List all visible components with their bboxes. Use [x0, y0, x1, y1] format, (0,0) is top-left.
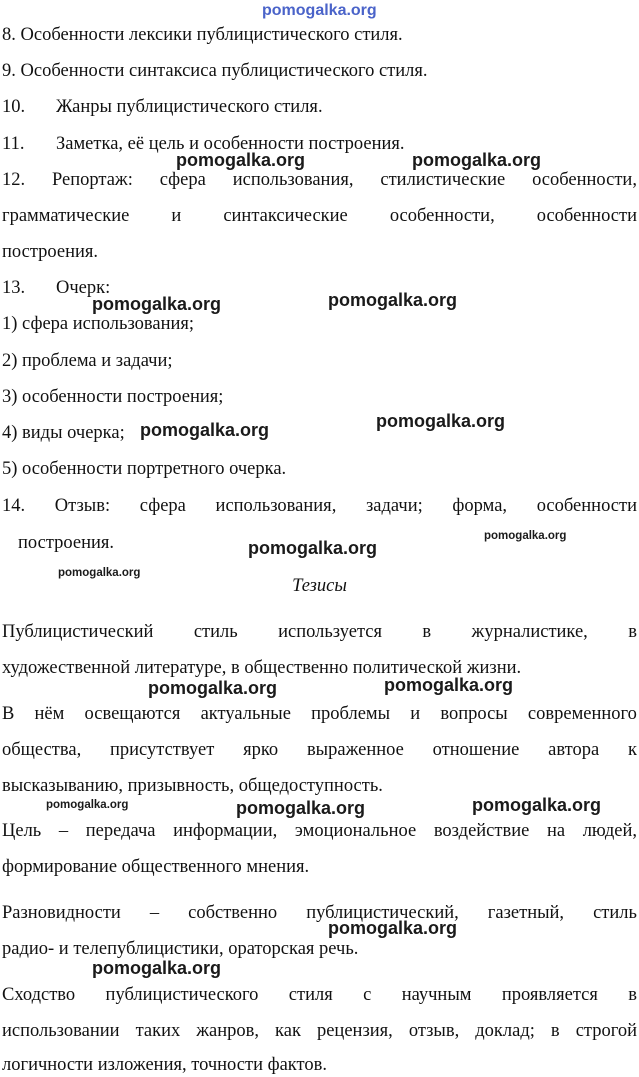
word: особенности, — [389, 206, 495, 226]
word: нём — [34, 704, 65, 724]
thesis-2-line-3: высказыванию, призывность, общедоступность. — [2, 776, 383, 796]
word: строгой — [575, 1021, 637, 1041]
list-text: Заметка, её цель и особенности построения. — [56, 134, 405, 154]
watermark: pomogalka.org — [328, 290, 458, 310]
section-title: Тезисы — [292, 576, 347, 596]
word: использования, — [232, 170, 354, 190]
word: автора — [548, 740, 600, 760]
word: Репортаж: — [52, 170, 133, 190]
word: присутствует — [110, 740, 215, 760]
list-item-10 — [2, 96, 637, 118]
word: воздействие — [433, 821, 530, 841]
list-item-8: 8. Особенности лексики публицистического стиля. — [2, 25, 403, 45]
thesis-4-line-1 — [2, 902, 637, 924]
thesis-4-line-2: радио- и телепублицистики, ораторская речь. — [2, 939, 359, 959]
word: Публицистический — [2, 622, 154, 642]
list-item-12-line-3: построения. — [2, 242, 99, 262]
word: общества, — [2, 740, 82, 760]
watermark: pomogalka.org — [412, 150, 542, 170]
word: и — [171, 206, 182, 226]
watermark: pomogalka.org — [236, 798, 366, 818]
word: грамматические — [2, 206, 130, 226]
word: используется — [278, 622, 382, 642]
word: людей, — [582, 821, 637, 841]
word: актуальные — [200, 704, 291, 724]
sub-item-4: 4) виды очерка; — [2, 423, 125, 443]
word: Цель — [2, 821, 42, 841]
word: проявляется — [501, 985, 598, 1005]
word: публицистический, — [306, 903, 459, 923]
word: отзыв, — [408, 1021, 460, 1041]
word: жанров, — [196, 1021, 260, 1041]
watermark: pomogalka.org — [176, 150, 306, 170]
thesis-1-line-2: художественной литературе, в общественно политической жизни. — [2, 658, 522, 678]
word: информации, — [173, 821, 278, 841]
watermark: pomogalka.org — [328, 918, 458, 938]
word: стилистические — [380, 170, 506, 190]
word: – — [58, 821, 69, 841]
thesis-2-line-1 — [2, 703, 637, 725]
list-text: Жанры публицистического стиля. — [56, 97, 323, 117]
word: на — [546, 821, 566, 841]
word: собственно — [188, 903, 278, 923]
list-item-14-line-2: построения. — [18, 533, 115, 553]
word: журналистике, — [471, 622, 588, 642]
word: таких — [135, 1021, 181, 1041]
list-item-11 — [2, 133, 637, 155]
word: газетный, — [487, 903, 565, 923]
word: в — [628, 985, 637, 1005]
list-number: 12. — [2, 170, 26, 190]
thesis-3-line-1 — [2, 820, 637, 842]
word: Отзыв: — [54, 496, 111, 516]
word: – — [149, 903, 160, 923]
word: стиль — [193, 622, 238, 642]
list-text: Очерк: — [56, 278, 111, 298]
word: с — [363, 985, 372, 1005]
word: В — [2, 704, 15, 724]
sub-item-2: 2) проблема и задачи; — [2, 351, 173, 371]
watermark: pomogalka.org — [148, 678, 278, 698]
thesis-1-line-1 — [2, 621, 637, 643]
list-number: 10. — [2, 97, 26, 117]
word: форма, — [452, 496, 508, 516]
word: сфера — [139, 496, 186, 516]
word: в — [550, 1021, 560, 1041]
word: использования, — [215, 496, 337, 516]
word: в — [422, 622, 432, 642]
word: синтаксические — [223, 206, 348, 226]
word: использовании — [2, 1021, 120, 1041]
word: передача — [85, 821, 156, 841]
word: как — [275, 1021, 301, 1041]
thesis-5-line-2 — [2, 1020, 637, 1042]
thesis-5-line-1 — [2, 984, 637, 1006]
watermark: pomogalka.org — [484, 530, 567, 542]
list-number: 11. — [2, 134, 25, 154]
thesis-2-line-2 — [2, 739, 637, 761]
sub-item-3: 3) особенности построения; — [2, 387, 224, 407]
list-item-14-line-1 — [2, 495, 637, 517]
word: публицистического — [105, 985, 259, 1005]
word: и — [410, 704, 421, 724]
word: эмоциональное — [294, 821, 417, 841]
word: проблемы — [311, 704, 391, 724]
word: рецензия, — [316, 1021, 393, 1041]
watermark: pomogalka.org — [140, 420, 270, 440]
list-item-9: 9. Особенности синтаксиса публицистического стиля. — [2, 61, 428, 81]
watermark: pomogalka.org — [46, 799, 129, 811]
watermark: pomogalka.org — [384, 675, 514, 695]
word: Разновидности — [2, 903, 121, 923]
word: отношение — [432, 740, 520, 760]
list-number: 13. — [2, 278, 26, 298]
sub-item-5: 5) особенности портретного очерка. — [2, 459, 287, 479]
word: сфера — [159, 170, 206, 190]
word: стиля — [288, 985, 333, 1005]
list-item-12-line-2 — [2, 205, 637, 227]
watermark: pomogalka.org — [472, 795, 602, 815]
word: особенности, — [532, 170, 637, 190]
watermark: pomogalka.org — [376, 411, 506, 431]
word: стиль — [593, 903, 637, 923]
header-watermark: pomogalka.org — [262, 2, 377, 19]
watermark: pomogalka.org — [92, 294, 222, 314]
word: научным — [401, 985, 472, 1005]
word: доклад; — [475, 1021, 535, 1041]
word: ярко — [243, 740, 279, 760]
list-number: 14. — [2, 496, 26, 516]
word: задачи; — [366, 496, 423, 516]
watermark: pomogalka.org — [58, 567, 141, 579]
thesis-5-line-3: логичности изложения, точности фактов. — [2, 1055, 327, 1075]
word: к — [627, 740, 637, 760]
word: вопросы — [440, 704, 508, 724]
word: выраженное — [306, 740, 404, 760]
sub-item-1: 1) сфера использования; — [2, 314, 195, 334]
word: особенности — [536, 496, 637, 516]
word: в — [628, 622, 637, 642]
word: современного — [527, 704, 637, 724]
thesis-3-line-2: формирование общественного мнения. — [2, 857, 310, 877]
list-item-12-line-1 — [2, 169, 637, 191]
watermark: pomogalka.org — [92, 958, 222, 978]
watermark: pomogalka.org — [248, 538, 378, 558]
word: особенности — [536, 206, 637, 226]
word: освещаются — [84, 704, 181, 724]
word: Сходство — [2, 985, 76, 1005]
